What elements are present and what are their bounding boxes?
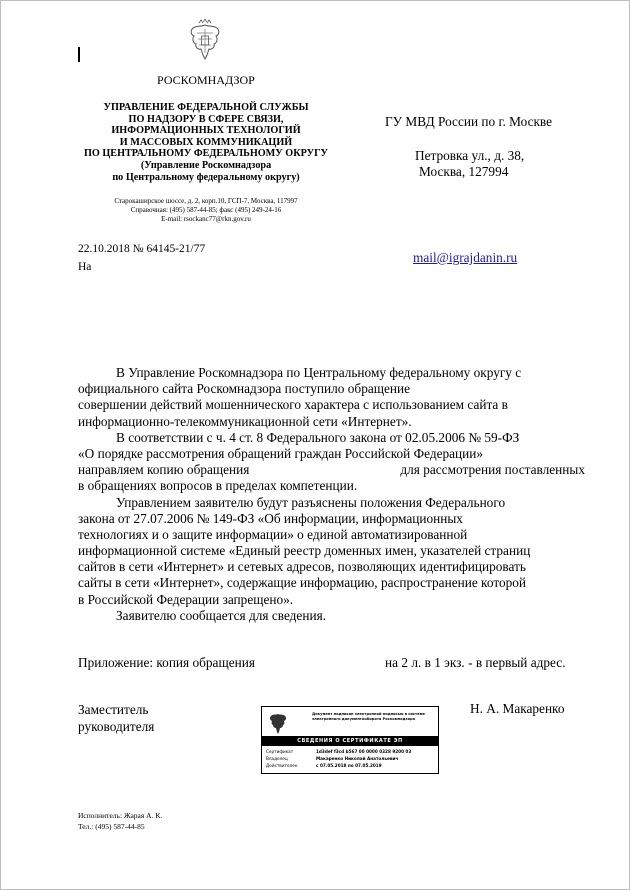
stamp-label: Сертификат xyxy=(266,749,294,754)
contact-phone: Справочная: (495) 587-44-85; факс (495) 249-24-16 xyxy=(130,206,282,214)
recipient-address-line2: Москва, 127994 xyxy=(419,164,509,179)
stamp-value: Макаренко Николай Анатольевич xyxy=(316,756,399,761)
body-line: информационно-телекоммуникационной сети «Интернет». xyxy=(78,413,412,429)
body-line: в обращениях вопросов в пределах компетенции. xyxy=(78,478,358,494)
body-line: В Управление Роскомнадзора по Центральному федеральному округу с xyxy=(116,365,522,380)
signatory-title-line: Заместитель xyxy=(78,702,149,717)
recipient-name: ГУ МВД России по г. Москве xyxy=(385,114,553,129)
stamp-details xyxy=(266,748,436,769)
body-line: сайтов в сети «Интернет» и сетевых адресов, позволяющих идентифицировать xyxy=(78,559,526,575)
stamp-value: с 07.05.2018 по 07.05.2019 xyxy=(316,763,382,768)
executor-phone: Тел.: (495) 587-44-85 xyxy=(78,822,145,831)
recipient-address-line1: Петровка ул., д. 38, xyxy=(415,148,525,163)
text-cursor xyxy=(78,47,80,62)
body-line: в Российской Федерации запрещено». xyxy=(78,591,294,607)
signatory-name: Н. А. Макаренко xyxy=(470,701,565,716)
agency-line: И МАССОВЫХ КОММУНИКАЦИЙ xyxy=(119,136,293,148)
body-line: Заявителю сообщается для сведения. xyxy=(116,607,327,623)
stamp-row-owner xyxy=(266,755,436,762)
body-line: В соответствии с ч. 4 ст. 8 Федерального закона от 02.05.2006 № 59-ФЗ xyxy=(116,429,520,445)
recipient-block xyxy=(385,114,553,179)
recipient-email-link[interactable]: mail@igrajdanin.ru xyxy=(413,250,518,265)
body-line: информационной системе «Единый реестр доменных имен, указателей страниц xyxy=(78,543,531,559)
agency-short-name: РОСКОМНАДЗОР xyxy=(157,73,255,87)
executor-name: Исполнитель: Жарая А. К. xyxy=(78,811,163,820)
outgoing-date-number: 22.10.2018 № 64145-21/77 xyxy=(78,243,206,255)
stamp-row-certificate xyxy=(266,748,436,755)
agency-line: УПРАВЛЕНИЕ ФЕДЕРАЛЬНОЙ СЛУЖБЫ xyxy=(103,102,309,113)
stamp-label: Действителен xyxy=(266,763,298,768)
agency-contacts xyxy=(71,197,341,224)
signatory-title xyxy=(78,701,154,735)
stamp-organization: Документ подписан электронной подписью в системе электронного документооборота Роскомнадзора xyxy=(312,712,425,721)
body-line: закона от 27.07.2006 № 149-ФЗ «Об информации, информационных xyxy=(78,510,463,526)
russian-coat-of-arms-icon xyxy=(187,19,223,61)
agency-line: ПО НАДЗОРУ В СФЕРЕ СВЯЗИ, xyxy=(128,113,284,125)
body-line: «О порядке рассмотрения обращений граждан Российской Федерации» xyxy=(78,445,484,461)
body-line xyxy=(78,462,585,478)
reference-prefix: На xyxy=(78,261,92,273)
attachment-detail: на 2 л. в 1 экз. - в первый адрес. xyxy=(385,655,566,670)
body-fragment: для рассмотрения поставленных xyxy=(400,462,585,478)
attachment-label: Приложение: копия обращения xyxy=(78,655,255,670)
stamp-heading: СВЕДЕНИЯ О СЕРТИФИКАТЕ ЭП xyxy=(262,736,438,746)
contact-address: Старокаширское шоссе, д. 2, корп.10, ГСП-7, Москва, 117997 xyxy=(114,197,298,205)
stamp-row-validity xyxy=(266,762,436,769)
agency-line: (Управление Роскомнадзора xyxy=(140,159,272,171)
agency-full-name xyxy=(69,102,343,183)
body-line: технологиях и о защите информации» о единой автоматизированной xyxy=(78,526,468,542)
executor-info xyxy=(78,810,162,832)
signatory-title-line: руководителя xyxy=(78,719,155,734)
electronic-signature-stamp xyxy=(261,706,439,774)
stamp-value: 1d3def f3cd b567 00 0000 0328 9200 03 xyxy=(316,749,412,754)
body-line: сайты в сети «Интернет», содержащие информацию, распространение которой xyxy=(78,575,527,591)
stamp-label: Владелец xyxy=(266,756,288,761)
body-line: Управлением заявителю будут разъяснены положения Федерального xyxy=(116,494,506,510)
body-line: совершении действий мошеннического характера с использованием сайта в xyxy=(78,397,508,413)
body-fragment: направляем копию обращения xyxy=(78,462,250,478)
agency-line: ПО ЦЕНТРАЛЬНОМУ ФЕДЕРАЛЬНОМУ ОКРУГУ xyxy=(83,148,329,160)
letter-body xyxy=(78,365,585,624)
contact-email: E-mail: rsockanc77@rkn.gov.ru xyxy=(161,215,251,223)
agency-line: ИНФОРМАЦИОННЫХ ТЕХНОЛОГИЙ xyxy=(111,125,301,137)
body-line: официального сайта Роскомнадзора поступило обращение xyxy=(78,381,411,397)
agency-line: по Центральному федеральному округу) xyxy=(112,171,300,183)
stamp-emblem-icon xyxy=(268,711,288,735)
